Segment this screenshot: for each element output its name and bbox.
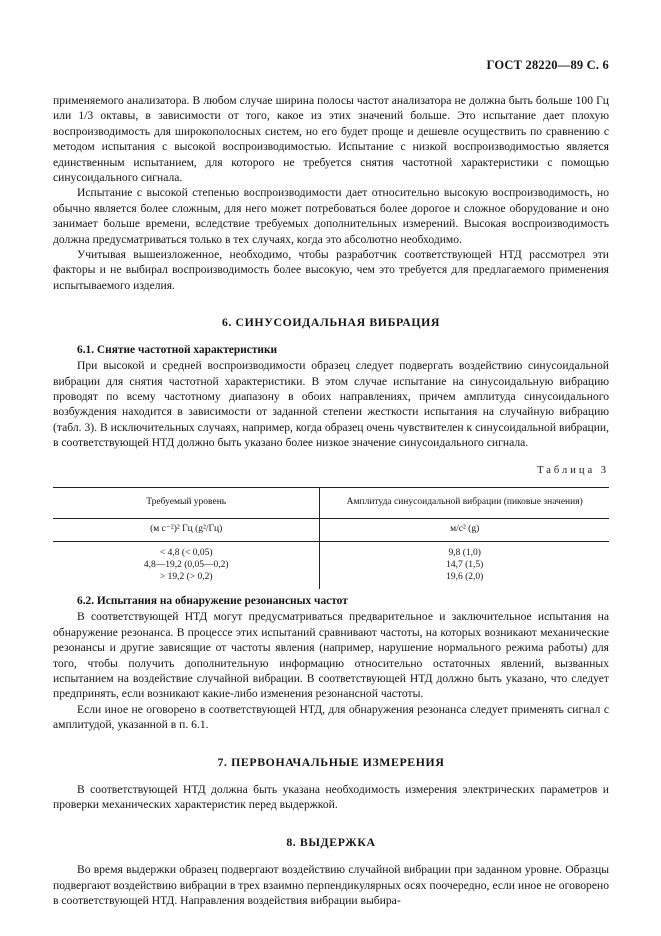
table-cell-amplitude: 9,8 (1,0) (448, 547, 481, 558)
table-cell-level: < 4,8 (< 0,05) (53, 541, 320, 559)
table-header-amplitude: Амплитуда синусоидальной вибрации (пиковые значения) (320, 487, 609, 518)
table-cell-level: > 19,2 (> 0,2) (53, 571, 320, 589)
table-units-level: (м с⁻²)² Гц (g²/Гц) (53, 518, 320, 541)
table-row (53, 571, 609, 589)
subsection-6-1-text: При высокой и средней воспроизводимости образец следует подвергать воздействию синусоидальной вибрации для снятия частотной характеристики. В этом случае испытание на синусоидальную вибрацию проводят по всему частотному диапазону в обоих направлениях, причем амплитуда синусоидального возбуждения находится в зависимости от заданной степени жесткости испытания на случайную вибрацию (табл. 3). В исключительных случаях, например, когда образец очень чувствителен к синусоидальной вибрации, в соответствующей НТД должно быть указано более низкое значение синусоидального сигнала. (53, 359, 609, 450)
table-units-amplitude: м/с² (g) (320, 518, 609, 541)
section-6-title: 6. СИНУСОИДАЛЬНАЯ ВИБРАЦИЯ (221, 315, 441, 330)
document-body (53, 93, 609, 908)
table-caption: Таблица 3 (537, 464, 609, 476)
table-cell-amplitude: 19,6 (2,0) (446, 571, 484, 582)
section-7-text: В соответствующей НТД должна быть указана необходимость измерения электрических параметров и проверки механических характеристик перед выдержкой. (53, 783, 609, 812)
subsection-6-2-paragraph-1: В соответствующей НТД могут предусматриваться предварительное и заключительное испытания на обнаружение резонанса. В процессе этих испытаний сравнивают частоты, на которых возникают механические резонансы и другие зависящие от частоты явления (например, нарушение нормального режима работы) для того, чтобы получить дополнительную информацию относительно остаточных явлений, вызванных испытанием на воздействие случайной вибрации. В соответствующей НТД должно быть указано, что следует предпринять, если возникают какие-либо изменения резонансной частоты. (53, 610, 609, 701)
table-cell-level: 4,8—19,2 (0,05—0,2) (53, 559, 320, 571)
table-header-level: Требуемый уровень (53, 487, 320, 518)
intro-paragraph-3: Учитывая вышеизложенное, необходимо, чтобы разработчик соответствующей НТД рассмотрел эти факторы и не выбирал воспроизводимость более высокую, чем это требуется для предлагаемого применения испытываемого изделия. (53, 248, 609, 292)
subsection-6-2-title: 6.2. Испытания на обнаружение резонансных частот (77, 594, 348, 607)
page-header: ГОСТ 28220—89 С. 6 (486, 58, 609, 72)
vibration-table (53, 487, 609, 589)
table-row (53, 559, 609, 571)
section-8-title: 8. ВЫДЕРЖКА (286, 834, 376, 849)
intro-paragraph-2: Испытание с высокой степенью воспроизводимости дает относительно высокую воспроизводимость, но обычно является более сложным, для него может потребоваться более дорогое и сложное оборудование и оно занимает больше времени, вследствие требуемых дополнительных измерений. Высокая воспроизводимость должна предусматриваться только в тех случаях, когда это абсолютно необходимо. (53, 186, 609, 246)
intro-paragraph-1: применяемого анализатора. В любом случае ширина полосы частот анализатора не должна быть больше 100 Гц или 1/3 октавы, в зависимости от того, какое из этих значений больше. Это испытание дает плохую воспроизводимость для широкополосных систем, но его будет проще и дешевле осуществить по сравнению с методом испытания с высокой воспроизводимостью. Испытание с низкой воспроизводимостью является единственным испытанием, для которого не требуется снятия частотной характеристики с помощью синусоидального сигнала. (53, 94, 609, 185)
section-7-title: 7. ПЕРВОНАЧАЛЬНЫЕ ИЗМЕРЕНИЯ (217, 754, 445, 769)
table-cell-amplitude: 14,7 (1,5) (446, 559, 484, 570)
subsection-6-1-title: 6.1. Снятие частотной характеристики (77, 343, 278, 356)
section-8-text: Во время выдержки образец подвергают воздействию случайной вибрации при заданном уровне. Образцы подвергают воздействию вибрации в трех взаимно перпендикулярных осях поочередно, если иное не оговорено в соответствующей НТД. Направления воздействия вибрации выбира- (53, 863, 609, 908)
subsection-6-2-paragraph-2: Если иное не оговорено в соответствующей НТД, для обнаружения резонанса следует применять сигнал с амплитудой, указанной в п. 6.1. (53, 702, 609, 732)
table-row (53, 541, 609, 559)
